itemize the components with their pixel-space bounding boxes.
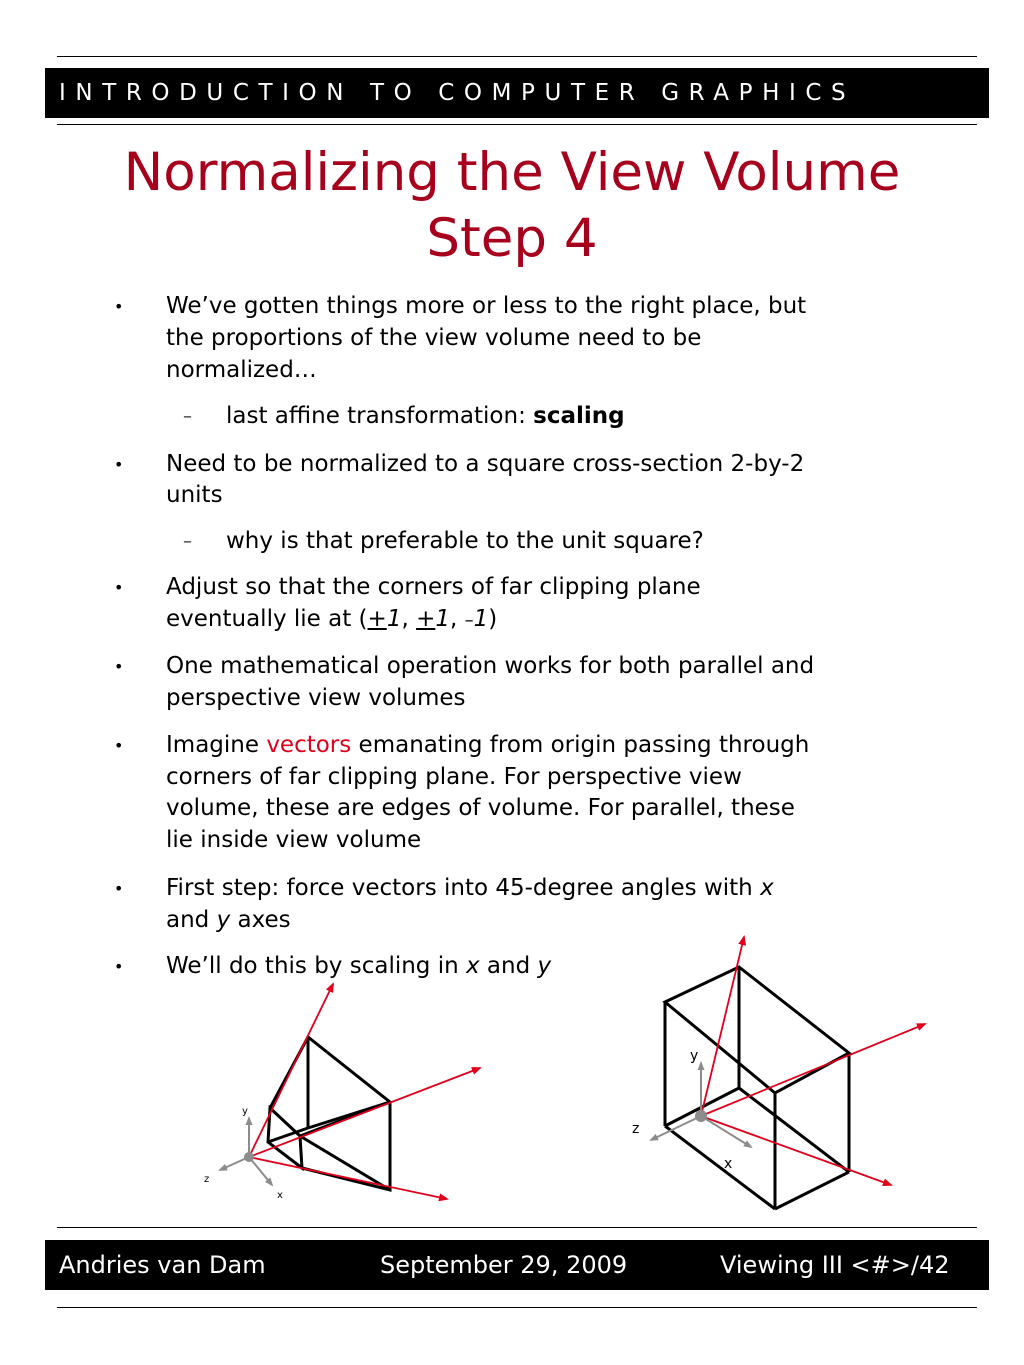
bullet-4-line-1: One mathematical operation works for both parallel and: [166, 653, 815, 679]
bullet-7-text: and: [479, 953, 538, 979]
bullet-5-line-2: corners of far clipping plane. For perspective view: [166, 764, 742, 790]
separator: ,: [401, 606, 417, 632]
italic-y: y: [216, 907, 231, 933]
footer-author: Andries van Dam: [59, 1251, 266, 1279]
corner-vectors: [249, 984, 480, 1199]
far-plane-edges: [302, 1037, 390, 1190]
separator: ,: [450, 606, 465, 632]
box-bottom-edge: [775, 1172, 849, 1209]
bullet-2-line-2: units: [166, 482, 223, 508]
origin-point: [695, 1110, 707, 1122]
footer-date: September 29, 2009: [380, 1251, 628, 1279]
bullet-5-line-4: lie inside view volume: [166, 827, 422, 853]
footer-top-rule: [57, 1227, 977, 1228]
z-axis-label: z: [632, 1121, 640, 1137]
vectors-highlight: vectors: [266, 732, 352, 758]
box-edges: [665, 967, 849, 1209]
slide-title-line1: Normalizing the View Volume: [123, 142, 901, 203]
sub-bullet-1-bold: scaling: [533, 403, 625, 429]
bullet-4-line-2: perspective view volumes: [166, 685, 466, 711]
sub-bullet-1-text: last affine transformation:: [226, 403, 534, 429]
dash-glyph: –: [183, 531, 192, 552]
z-axis-label: z: [204, 1174, 210, 1185]
footer-bottom-rule: [57, 1307, 977, 1308]
italic-x: x: [466, 953, 480, 979]
bullet-glyph: •: [114, 957, 124, 976]
value-one: 1: [473, 606, 489, 632]
minus-sign: –: [464, 610, 474, 631]
bullet-glyph: •: [114, 736, 124, 755]
x-axis-label: x: [277, 1190, 283, 1201]
frustum-side-edge: [300, 1136, 390, 1190]
bullet-2-line-1: Need to be normalized to a square cross-section 2-by-2: [166, 451, 805, 477]
bullet-7-text: We’ll do this by scaling in: [166, 953, 466, 979]
italic-y: y: [537, 953, 552, 979]
frustum-edges: [268, 1037, 390, 1190]
box-bottom-edge: [739, 1088, 849, 1172]
sub-bullet-2: why is that preferable to the unit square?: [226, 528, 704, 554]
bullet-5-text: emanating from origin passing through: [351, 732, 810, 758]
bullet-glyph: •: [114, 455, 124, 474]
plus-minus-sign: +: [416, 606, 436, 632]
bullet-glyph: •: [114, 879, 124, 898]
perspective-view-volume-diagram: [204, 984, 480, 1201]
x-axis-label: x: [724, 1156, 733, 1172]
slide-title-line2: Step 4: [426, 208, 598, 269]
bullet-5-text: Imagine: [166, 732, 267, 758]
vector-arrow: [249, 984, 333, 1157]
bullet-1-line-1: We’ve gotten things more or less to the right place, but: [166, 293, 807, 319]
bullet-1-line-2: the proportions of the view volume need to be: [166, 325, 702, 351]
plus-minus-sign: +: [367, 606, 387, 632]
box-top-face: [665, 967, 849, 1093]
bullet-3-line-1: Adjust so that the corners of far clipping plane: [166, 574, 701, 600]
bullet-1-line-3: normalized…: [166, 357, 317, 383]
close-paren: ): [488, 606, 498, 632]
origin-point: [244, 1152, 254, 1162]
bullet-6-text: axes: [230, 907, 291, 933]
box-bottom-edge: [665, 1126, 775, 1209]
bullet-5-line-3: volume, these are edges of volume. For parallel, these: [166, 795, 795, 821]
bullet-glyph: •: [114, 657, 124, 676]
bullet-glyph: •: [114, 578, 124, 597]
bullet-6-text: First step: force vectors into 45-degree angles with: [166, 875, 761, 901]
y-axis-label: y: [242, 1106, 248, 1117]
bullet-glyph: •: [114, 297, 124, 316]
footer-bar: [45, 1240, 989, 1290]
bullet-6-text: and: [166, 907, 217, 933]
value-one: 1: [435, 606, 450, 632]
italic-x: x: [760, 875, 774, 901]
value-one: 1: [386, 606, 402, 632]
y-axis-label: y: [690, 1048, 699, 1064]
vector-arrow: [701, 1024, 925, 1116]
parallel-view-volume-diagram: [632, 937, 925, 1209]
course-title: INTRODUCTION TO COMPUTER GRAPHICS: [59, 80, 856, 106]
footer-slide-number: Viewing III <#>/42: [720, 1251, 950, 1279]
bullet-3-text: eventually lie at (: [166, 606, 368, 632]
dash-glyph: –: [183, 406, 192, 427]
